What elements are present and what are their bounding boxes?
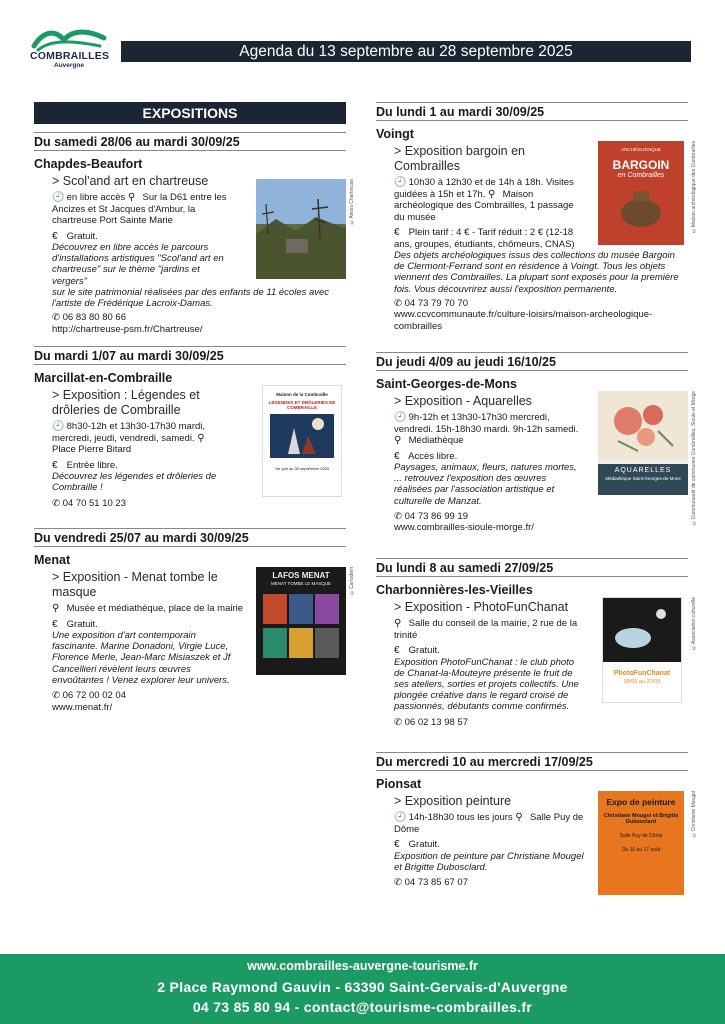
- event-item: [34, 553, 355, 723]
- euro-icon: €: [394, 645, 400, 656]
- clock-icon: 🕘: [52, 192, 65, 203]
- poster-line: BARGOIN: [612, 158, 670, 172]
- location-pin-icon: ⚲: [52, 603, 60, 614]
- event-poster: [256, 567, 346, 675]
- event-price: € Gratuit.: [394, 839, 440, 850]
- event-poster: [602, 597, 682, 703]
- event-town: Chapdes-Beaufort: [34, 157, 143, 171]
- event-poster: [262, 385, 342, 497]
- poster-line: LÉGENDES ET DRÔLERIES DE COMBRAILLE: [268, 400, 336, 410]
- event-title: > Exposition bargoin en Combrailles: [394, 144, 525, 173]
- event-item: [376, 777, 697, 897]
- footer-address: 2 Place Raymond Gauvin - 63390 Saint-Gervais-d'Auvergne: [157, 979, 568, 995]
- event-description-extra: sur le site patrimonial réalisées par des enfants de 11 écoles avec l'artiste de Frédérique Lacroix-Damas.: [52, 286, 330, 310]
- event-price: € Gratuit.: [52, 618, 98, 630]
- event-town: Menat: [34, 553, 71, 567]
- event-description: Exposition PhotoFunChanat : le club photo de Chanat-la-Mouteyre présente le fruit de ses ateliers, sorties et projets collectifs. Une plongée créative dans le regard croisé de passionnés, débutants comme confirmés.: [394, 656, 579, 713]
- location-pin-icon: ⚲: [394, 435, 402, 446]
- clock-icon: 🕘: [394, 412, 407, 423]
- event-title: > Exposition - Aquarelles: [394, 394, 532, 408]
- euro-icon: €: [394, 450, 400, 462]
- euro-icon: €: [52, 618, 58, 630]
- poster-line: MENAT TOMBE LE MASQUE: [271, 581, 331, 586]
- phone-icon: ✆: [394, 716, 402, 728]
- left-column: [34, 102, 355, 730]
- event-description: Paysages, animaux, fleurs, natures mortes, ... retrouvez l'exposition des œuvres réalisées par l'association artistique et culturelle de Manzat.: [394, 462, 577, 507]
- event-title: > Exposition - PhotoFunChanat: [394, 600, 569, 614]
- event-date: Du lundi 1 au mardi 30/09/25: [376, 102, 688, 121]
- event-schedule: 🕘 8h30-12h et 13h30-17h30 mardi, mercredi, jeudi, vendredi, samedi. ⚲ Place Pierre Bitard: [34, 421, 234, 456]
- event-schedule: 🕘 en libre accès ⚲ Sur la D61 entre les Ancizes et St Jacques d'Ambur, la chartreuse Port Sainte Marie: [52, 192, 227, 226]
- euro-icon: €: [52, 230, 58, 242]
- poster-vase: [606, 183, 676, 229]
- event-place: ⚲ Salle du conseil de la mairie, 2 rue de la trinité: [394, 618, 578, 641]
- event-website[interactable]: www.ccvcommunaute.fr/culture-loisirs/maison-archeologique-combrailles: [394, 309, 653, 332]
- event-town: Voingt: [376, 127, 414, 141]
- poster-artworks: [261, 592, 341, 662]
- phone-icon: ✆: [394, 876, 402, 888]
- location-pin-icon: ⚲: [515, 812, 523, 823]
- phone-icon: ✆: [394, 510, 402, 522]
- event-date: Du mercredi 10 au mercredi 17/09/25: [376, 752, 688, 771]
- photo-credit: ©Communauté de communes Combrailles, Sioule et Morge: [691, 391, 697, 526]
- poster-line: Du 10 au 17 août: [621, 847, 661, 853]
- phone-icon: ✆: [52, 312, 60, 324]
- agenda-title: Agenda du 13 septembre au 28 septembre 2025: [121, 41, 691, 62]
- euro-icon: €: [52, 459, 58, 471]
- photo-credit: ©Christiane Mougel: [691, 791, 697, 838]
- section-title: EXPOSITIONS: [34, 102, 346, 124]
- footer-contact[interactable]: 04 73 85 80 94 - contact@tourisme-combrailles.fr: [192, 999, 533, 1015]
- clock-icon: 🕘: [52, 421, 65, 432]
- poster-flowers: [598, 391, 688, 459]
- poster-line: 08/09 au 27/09: [623, 679, 661, 685]
- event-price: € Entrée libre.: [52, 459, 118, 471]
- event-description: Exposition de peinture par Christiane Mougel et Brigitte Dubosclard.: [394, 850, 584, 873]
- phone-icon: ✆: [52, 498, 60, 510]
- event-phone: ✆ 04 70 51 10 23: [52, 498, 127, 510]
- event-item: [376, 583, 697, 745]
- event-poster: [598, 141, 684, 245]
- poster-line: en Combrailles: [617, 172, 665, 179]
- event-date: Du jeudi 4/09 au jeudi 16/10/25: [376, 352, 688, 371]
- event-poster: [598, 791, 684, 895]
- photo-credit: ©Carrodein: [349, 567, 355, 595]
- event-phone: ✆ 04 73 79 70 70: [394, 297, 469, 309]
- footer-website[interactable]: www.combrailles-auvergne-tourisme.fr: [247, 959, 478, 973]
- event-schedule: 🕘 9h-12h et 13h30-17h30 mercredi, vendredi. 15h-18h30 mardi. 9h-12h samedi.: [394, 412, 579, 435]
- photo-credit: ©Alexis Chartreuse: [349, 179, 355, 225]
- location-pin-icon: ⚲: [394, 618, 402, 629]
- poster-line: Christiane Mougel et Brigitte Dubosclard: [603, 813, 679, 825]
- event-description: Découvrez les légendes et drôleries de Combraille !: [52, 471, 217, 494]
- event-title: > Scol'and art en chartreuse: [52, 174, 209, 188]
- event-title: > Exposition : Légendes et drôleries de Combraille: [52, 388, 200, 417]
- clock-icon: 🕘: [394, 177, 407, 188]
- event-item: [376, 377, 697, 551]
- poster-photo: [603, 598, 682, 662]
- poster-line: LAFOS MENAT: [272, 571, 330, 580]
- poster-line: Expo de peinture: [606, 797, 676, 807]
- event-phone: ✆ 04 73 86 99 19: [394, 510, 469, 522]
- phone-icon: ✆: [394, 297, 402, 309]
- event-date: Du mardi 1/07 au mardi 30/09/25: [34, 346, 346, 365]
- poster-line: PhotoFunChanat: [613, 670, 671, 677]
- location-pin-icon: ⚲: [127, 192, 136, 203]
- event-item: [376, 127, 697, 345]
- event-town: Charbonnières-les-Vieilles: [376, 583, 533, 597]
- poster-line: AQUARELLES: [614, 467, 672, 474]
- event-date: Du vendredi 25/07 au mardi 30/09/25: [34, 528, 346, 547]
- clock-icon: 🕘: [394, 812, 407, 823]
- event-date: Du lundi 8 au samedi 27/09/25: [376, 558, 688, 577]
- event-schedule: 🕘 10h30 à 12h30 et de 14h à 18h. Visites guidées à 15h et 17h. ⚲ Maison archéologique des Combrailles, 1 passage du musée: [394, 177, 574, 223]
- right-column: [376, 102, 697, 904]
- event-price: € Accès libre.: [394, 450, 458, 462]
- euro-icon: €: [394, 839, 400, 850]
- event-town: Marcillat-en-Combraille: [34, 371, 173, 385]
- event-date: Du samedi 28/06 au mardi 30/09/25: [34, 132, 346, 151]
- footer: [0, 954, 725, 1024]
- event-description: Découvrez en libre accès le parcours d'installations artistiques "Scol'and art en chartreuse" sur le thème "jardins et vergers": [52, 242, 224, 287]
- brand-logo: [30, 26, 108, 72]
- poster-line: Salle Puy de Dôme: [619, 833, 663, 839]
- event-phone: ✆ 04 73 85 67 07: [394, 876, 469, 888]
- event-price: € Gratuit.: [52, 230, 98, 242]
- euro-icon: €: [394, 227, 400, 238]
- event-phone: ✆ 06 02 13 98 57: [394, 716, 469, 728]
- event-poster: [598, 391, 688, 495]
- chartreuse-photo: [256, 179, 346, 279]
- event-phone: ✆ 06 72 00 02 04: [52, 690, 127, 702]
- photo-credit: ©Maison archéologique des Combrailles: [691, 141, 697, 234]
- event-title: > Exposition - Menat tombe le masque: [52, 570, 218, 599]
- event-website[interactable]: www.combrailles-sioule-morge.fr/: [394, 522, 534, 534]
- photo-credit: ©Association culturelle: [691, 597, 697, 650]
- poster-line: Médiathèque Saint-Georges-de-Mons: [605, 476, 681, 481]
- event-title: > Exposition peinture: [394, 794, 512, 808]
- brand-name: COMBRAILLES: [30, 50, 110, 62]
- poster-line: 1er juin au 30 septembre 2025: [274, 466, 330, 471]
- brand-region: Auvergne: [54, 62, 84, 69]
- event-phone: ✆ 06 83 80 80 66: [52, 312, 127, 324]
- event-item: [34, 371, 346, 521]
- event-item: [34, 157, 355, 339]
- poster-line: ARCHÉOLOGIQUE: [621, 147, 661, 152]
- event-schedule: 🕘 14h-18h30 tous les jours ⚲ Salle Puy de Dôme: [394, 812, 584, 835]
- event-town: Pionsat: [376, 777, 422, 791]
- poster-illustration: [270, 414, 334, 458]
- event-website[interactable]: http://chartreuse-psm.fr/Chartreuse/: [52, 323, 203, 335]
- event-price: € Plein tarif : 4 € - Tarif réduit : 2 € (12-18 ans, groupes, étudiants, chômeurs, CNAS): [394, 227, 575, 250]
- event-website[interactable]: www.menat.fr/: [52, 701, 113, 713]
- event-price: € Gratuit.: [394, 645, 440, 656]
- event-description: Une exposition d'art contemporain fascinante. Marine Donadoni, Virgie Luce, Florence Merle, Jean-Marc Misiaszek et Jf Cancellieri révèlent leurs œuvres envoûtantes ! Venez explorer leur univers.: [52, 630, 231, 686]
- phone-icon: ✆: [52, 690, 60, 702]
- event-town: Saint-Georges-de-Mons: [376, 377, 517, 391]
- hills-icon: [30, 26, 108, 52]
- event-place: ⚲ Musée et médiathèque, place de la mairie: [52, 603, 244, 614]
- poster-line: Maison de la Combraille: [276, 392, 328, 397]
- location-pin-icon: ⚲: [197, 432, 205, 444]
- event-place: ⚲ Médiathèque: [394, 435, 464, 446]
- event-photo: [256, 179, 346, 279]
- location-pin-icon: ⚲: [488, 188, 496, 200]
- event-description: Des objets archéologiques issus des collections du musée Bargoin de Clermont-Ferrand sont en résidence à Voingt. Tous les objets viennent des Combrailles. La plupart sont exposés pour la première fois. Vous découvrirez aussi l'exposition permanente.: [394, 250, 679, 295]
